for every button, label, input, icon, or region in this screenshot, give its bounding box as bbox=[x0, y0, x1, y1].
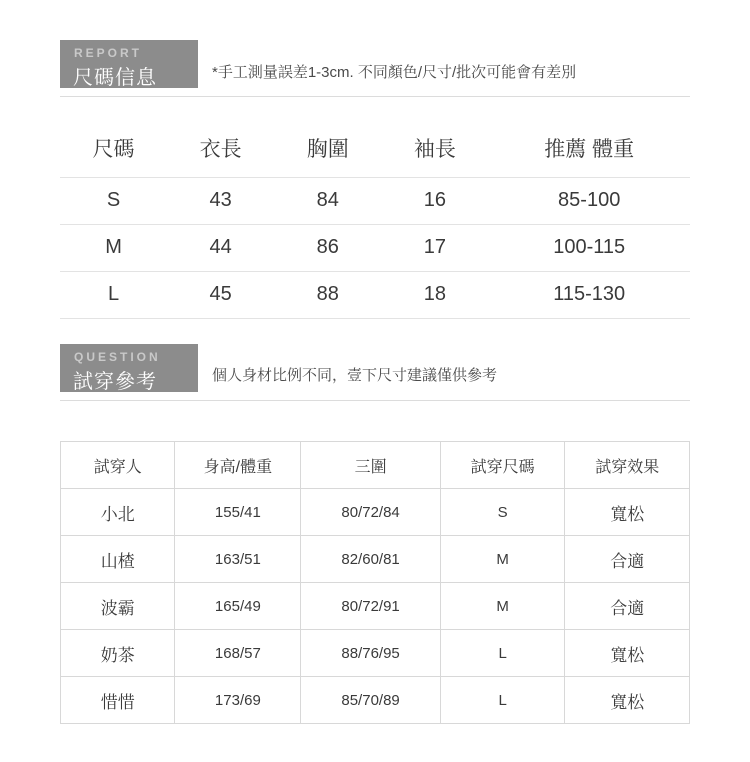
table-row bbox=[61, 536, 690, 583]
size-cell: 115-130 bbox=[488, 272, 690, 319]
size-cell: 88 bbox=[274, 272, 381, 319]
size-badge bbox=[60, 40, 198, 88]
fit-header-cell: 試穿效果 bbox=[565, 442, 690, 489]
size-measurement-note: *手工測量誤差1-3cm. 不同顏色/尺寸/批次可能會有差別 bbox=[212, 64, 577, 81]
table-row bbox=[61, 489, 690, 536]
fit-cell-name: 奶茶 bbox=[61, 630, 175, 677]
fit-cell-bust: 82/60/81 bbox=[301, 536, 441, 583]
fit-cell-effect: 寬松 bbox=[565, 489, 690, 536]
size-header-cell: 推薦 體重 bbox=[488, 122, 690, 178]
size-table bbox=[60, 122, 690, 319]
fit-section-head-row bbox=[60, 344, 690, 392]
table-row bbox=[61, 583, 690, 630]
fit-table-wrapper bbox=[60, 441, 690, 724]
fit-cell-measure: 168/57 bbox=[175, 630, 301, 677]
size-cell: 85-100 bbox=[488, 178, 690, 225]
size-header-cell: 胸圍 bbox=[274, 122, 381, 178]
size-cell: M bbox=[60, 225, 167, 272]
fit-cell-bust: 80/72/84 bbox=[301, 489, 441, 536]
fit-cell-effect: 寬松 bbox=[565, 677, 690, 724]
table-row bbox=[61, 630, 690, 677]
fit-section-header bbox=[60, 344, 690, 392]
fit-cell-effect: 寬松 bbox=[565, 630, 690, 677]
size-badge-en-label: REPORT bbox=[74, 46, 143, 60]
table-row bbox=[61, 677, 690, 724]
size-section-divider bbox=[60, 96, 690, 97]
fit-badge-en-label: QUESTION bbox=[74, 350, 161, 364]
fit-cell-size: M bbox=[440, 583, 565, 630]
size-table-wrapper bbox=[60, 122, 690, 319]
fit-header-cell: 試穿尺碼 bbox=[440, 442, 565, 489]
fit-cell-measure: 155/41 bbox=[175, 489, 301, 536]
size-cell: 16 bbox=[381, 178, 488, 225]
size-cell: 43 bbox=[167, 178, 274, 225]
table-row bbox=[60, 178, 690, 225]
size-cell: 18 bbox=[381, 272, 488, 319]
fit-cell-measure: 173/69 bbox=[175, 677, 301, 724]
fit-cell-measure: 163/51 bbox=[175, 536, 301, 583]
fit-cell-bust: 88/76/95 bbox=[301, 630, 441, 677]
size-section-header bbox=[60, 40, 690, 88]
size-section-head-row bbox=[60, 40, 690, 88]
fit-cell-size: L bbox=[440, 630, 565, 677]
fit-cell-effect: 合適 bbox=[565, 536, 690, 583]
table-row bbox=[60, 272, 690, 319]
table-row bbox=[60, 225, 690, 272]
fit-cell-size: S bbox=[440, 489, 565, 536]
fit-cell-size: M bbox=[440, 536, 565, 583]
fit-cell-effect: 合適 bbox=[565, 583, 690, 630]
fit-cell-measure: 165/49 bbox=[175, 583, 301, 630]
fit-cell-size: L bbox=[440, 677, 565, 724]
size-header-cell: 袖長 bbox=[381, 122, 488, 178]
fit-reference-note: 個人身材比例不同，壹下尺寸建議僅供參考 bbox=[212, 367, 498, 384]
size-cell: S bbox=[60, 178, 167, 225]
fit-header-cell: 身高/體重 bbox=[175, 442, 301, 489]
fit-table bbox=[60, 441, 690, 724]
size-table-header-row bbox=[60, 122, 690, 178]
fit-cell-name: 惜惜 bbox=[61, 677, 175, 724]
size-cell: 84 bbox=[274, 178, 381, 225]
fit-cell-bust: 80/72/91 bbox=[301, 583, 441, 630]
fit-table-header-row bbox=[61, 442, 690, 489]
fit-cell-name: 山楂 bbox=[61, 536, 175, 583]
fit-badge-cn-label: 試穿參考 bbox=[73, 371, 157, 393]
fit-cell-name: 小北 bbox=[61, 489, 175, 536]
size-cell: 45 bbox=[167, 272, 274, 319]
size-header-cell: 尺碼 bbox=[60, 122, 167, 178]
size-badge-cn-label: 尺碼信息 bbox=[73, 67, 157, 89]
size-cell: 17 bbox=[381, 225, 488, 272]
size-cell: 44 bbox=[167, 225, 274, 272]
fit-cell-name: 波霸 bbox=[61, 583, 175, 630]
fit-cell-bust: 85/70/89 bbox=[301, 677, 441, 724]
size-cell: 100-115 bbox=[488, 225, 690, 272]
size-cell: L bbox=[60, 272, 167, 319]
fit-badge bbox=[60, 344, 198, 392]
fit-header-cell: 三圍 bbox=[301, 442, 441, 489]
fit-header-cell: 試穿人 bbox=[61, 442, 175, 489]
size-header-cell: 衣長 bbox=[167, 122, 274, 178]
size-cell: 86 bbox=[274, 225, 381, 272]
fit-section-divider bbox=[60, 400, 690, 401]
